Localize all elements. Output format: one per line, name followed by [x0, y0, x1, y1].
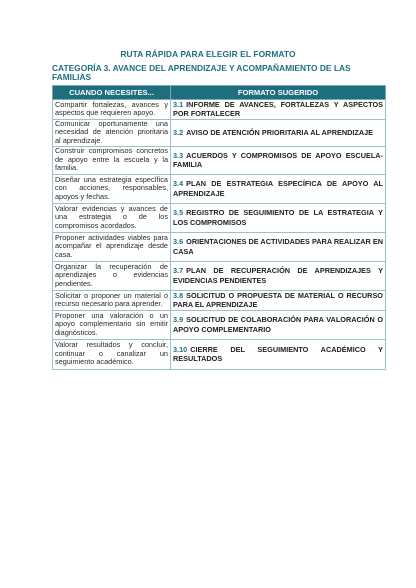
format-number: 3.6 — [173, 237, 184, 247]
column-header-need: CUANDO NECESITES... — [53, 86, 171, 100]
format-cell — [171, 310, 386, 339]
table-row — [53, 310, 386, 339]
table-row — [53, 232, 386, 261]
format-cell — [171, 232, 386, 261]
format-cell — [171, 203, 386, 232]
format-cell — [171, 119, 386, 146]
table-row — [53, 261, 386, 290]
format-cell — [171, 174, 386, 203]
table-row — [53, 100, 386, 120]
table-row — [53, 119, 386, 146]
column-header-format: FORMATO SUGERIDO — [171, 86, 386, 100]
category-heading: CATEGORÍA 3. AVANCE DEL APRENDIZAJE Y ACOMPAÑAMIENTO DE LAS FAMILIAS — [52, 63, 351, 83]
format-number: 3.7 — [173, 266, 184, 276]
table-row — [53, 339, 386, 369]
format-number: 3.2 — [173, 127, 184, 137]
format-number: 3.1 — [173, 100, 184, 109]
format-name: PLAN DE ESTRATEGIA ESPECÍFICA DE APOYO AL APRENDIZAJE — [173, 179, 383, 198]
format-name: PLAN DE RECUPERACIÓN DE APRENDIZAJES Y EVIDENCIAS PENDIENTES — [173, 266, 383, 285]
format-cell — [171, 100, 386, 120]
format-number: 3.3 — [173, 150, 184, 160]
format-name: AVISO DE ATENCIÓN PRIORITARIA AL APRENDIZAJE — [186, 127, 374, 137]
format-table — [52, 85, 386, 370]
format-cell — [171, 339, 386, 369]
table-row — [53, 290, 386, 310]
need-cell: Proponer actividades viables para acompañar el aprendizaje desde casa. — [53, 232, 171, 261]
page-title: RUTA RÁPIDA PARA ELEGIR EL FORMATO — [120, 49, 296, 59]
table-row — [53, 174, 386, 203]
need-cell: Organizar la recuperación de aprendizajes o evidencias pendientes. — [53, 261, 171, 290]
need-cell: Valorar resultados y concluir, continuar o canalizar un seguimiento académico. — [53, 339, 171, 369]
format-name: ORIENTACIONES DE ACTIVIDADES PARA REALIZAR EN CASA — [173, 237, 383, 256]
format-number: 3.10 — [173, 344, 188, 354]
need-cell: Valorar evidencias y avances de una estrategia o de los compromisos acordados. — [53, 203, 171, 232]
need-cell: Comunicar oportunamente una necesidad de atención prioritaria al aprendizaje. — [53, 119, 171, 146]
format-name: ACUERDOS Y COMPROMISOS DE APOYO ESCUELA-FAMILIA — [173, 150, 383, 170]
need-cell: Construir compromisos concretos de apoyo entre la escuela y la familia. — [53, 146, 171, 174]
table-row — [53, 146, 386, 174]
format-cell — [171, 261, 386, 290]
format-name: SOLICITUD O PROPUESTA DE MATERIAL O RECURSO PARA EL APRENDIZAJE — [173, 290, 383, 310]
format-name: REGISTRO DE SEGUIMIENTO DE LA ESTRATEGIA Y LOS COMPROMISOS — [173, 208, 383, 227]
format-name: CIERRE DEL SEGUIMIENTO ACADÉMICO Y RESULTADOS — [173, 344, 383, 364]
table-header-row — [53, 86, 386, 100]
format-name: INFORME DE AVANCES, FORTALEZAS Y ASPECTOS POR FORTALECER — [173, 100, 383, 119]
need-cell: Solicitar o proponer un material o recurso necesario para aprender. — [53, 290, 171, 310]
need-cell: Diseñar una estrategia específica con acciones, responsables, apoyos y fechas. — [53, 174, 171, 203]
format-cell — [171, 290, 386, 310]
format-number: 3.8 — [173, 290, 184, 300]
table-row — [53, 203, 386, 232]
format-name: SOLICITUD DE COLABORACIÓN PARA VALORACIÓN O APOYO COMPLEMENTARIO — [173, 315, 383, 334]
format-number: 3.5 — [173, 208, 184, 218]
format-number: 3.4 — [173, 179, 184, 189]
format-cell — [171, 146, 386, 174]
need-cell: Proponer una valoración o un apoyo complementario sin emitir diagnósticos. — [53, 310, 171, 339]
need-cell: Compartir fortalezas, avances y aspectos que requieren apoyo. — [53, 100, 171, 120]
format-number: 3.9 — [173, 315, 184, 325]
